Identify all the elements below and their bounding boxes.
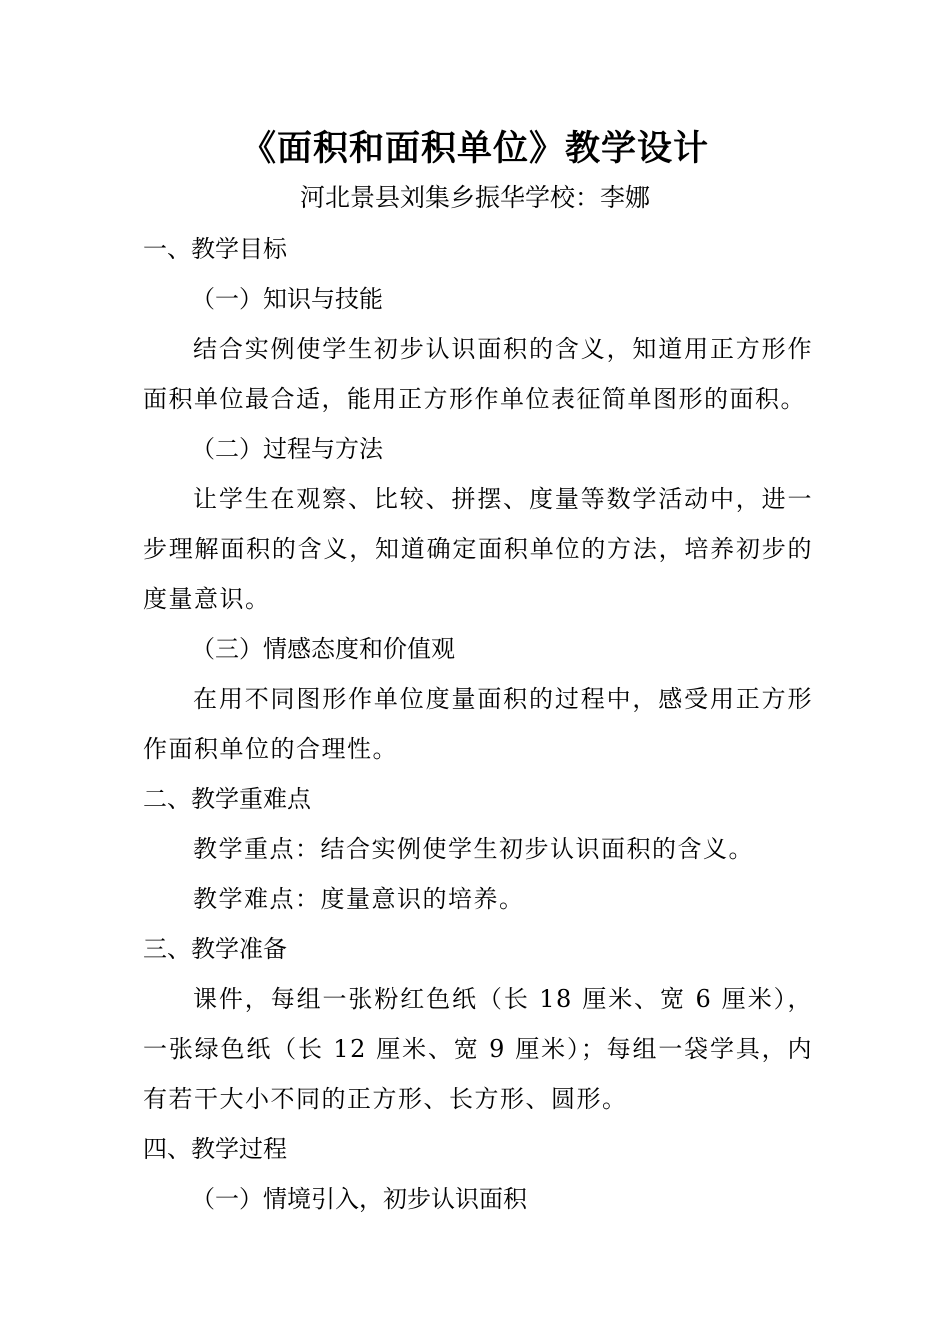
document-body — [143, 224, 813, 1224]
paragraph-knowledge-skills: 结合实例使学生初步认识面积的含义，知道用正方形作面积单位最合适，能用正方形作单位表征简单图形的面积。 — [143, 335, 813, 413]
subheading-knowledge-skills: （一）知识与技能 — [191, 285, 383, 313]
paragraph-difficult-point: 教学难点：度量意识的培养。 — [193, 885, 525, 913]
section-heading-preparation: 三、教学准备 — [143, 935, 287, 963]
paragraph-key-point: 教学重点：结合实例使学生初步认识面积的含义。 — [193, 835, 754, 863]
paragraph-preparation: 课件，每组一张粉红色纸（长 18 厘米、宽 6 厘米），一张绿色纸（长 12 厘米、宽 9 厘米）；每组一袋学具，内有若干大小不同的正方形、长方形、圆形。 — [143, 985, 813, 1113]
section-heading-objectives: 一、教学目标 — [143, 235, 287, 263]
section-heading-key-points: 二、教学重难点 — [143, 785, 311, 813]
paragraph-process-method: 让学生在观察、比较、拼摆、度量等数学活动中，进一步理解面积的含义，知道确定面积单位的方法，培养初步的度量意识。 — [143, 485, 813, 613]
subheading-process-method: （二）过程与方法 — [191, 435, 383, 463]
document-author: 河北景县刘集乡振华学校：李娜 — [299, 183, 650, 212]
subheading-attitude-values: （三）情感态度和价值观 — [191, 635, 455, 663]
section-heading-process: 四、教学过程 — [143, 1135, 287, 1163]
document-title: 《面积和面积单位》教学设计 — [240, 128, 709, 169]
subheading-scenario-intro: （一）情境引入，初步认识面积 — [191, 1185, 527, 1213]
paragraph-attitude-values: 在用不同图形作单位度量面积的过程中，感受用正方形作面积单位的合理性。 — [143, 685, 813, 763]
